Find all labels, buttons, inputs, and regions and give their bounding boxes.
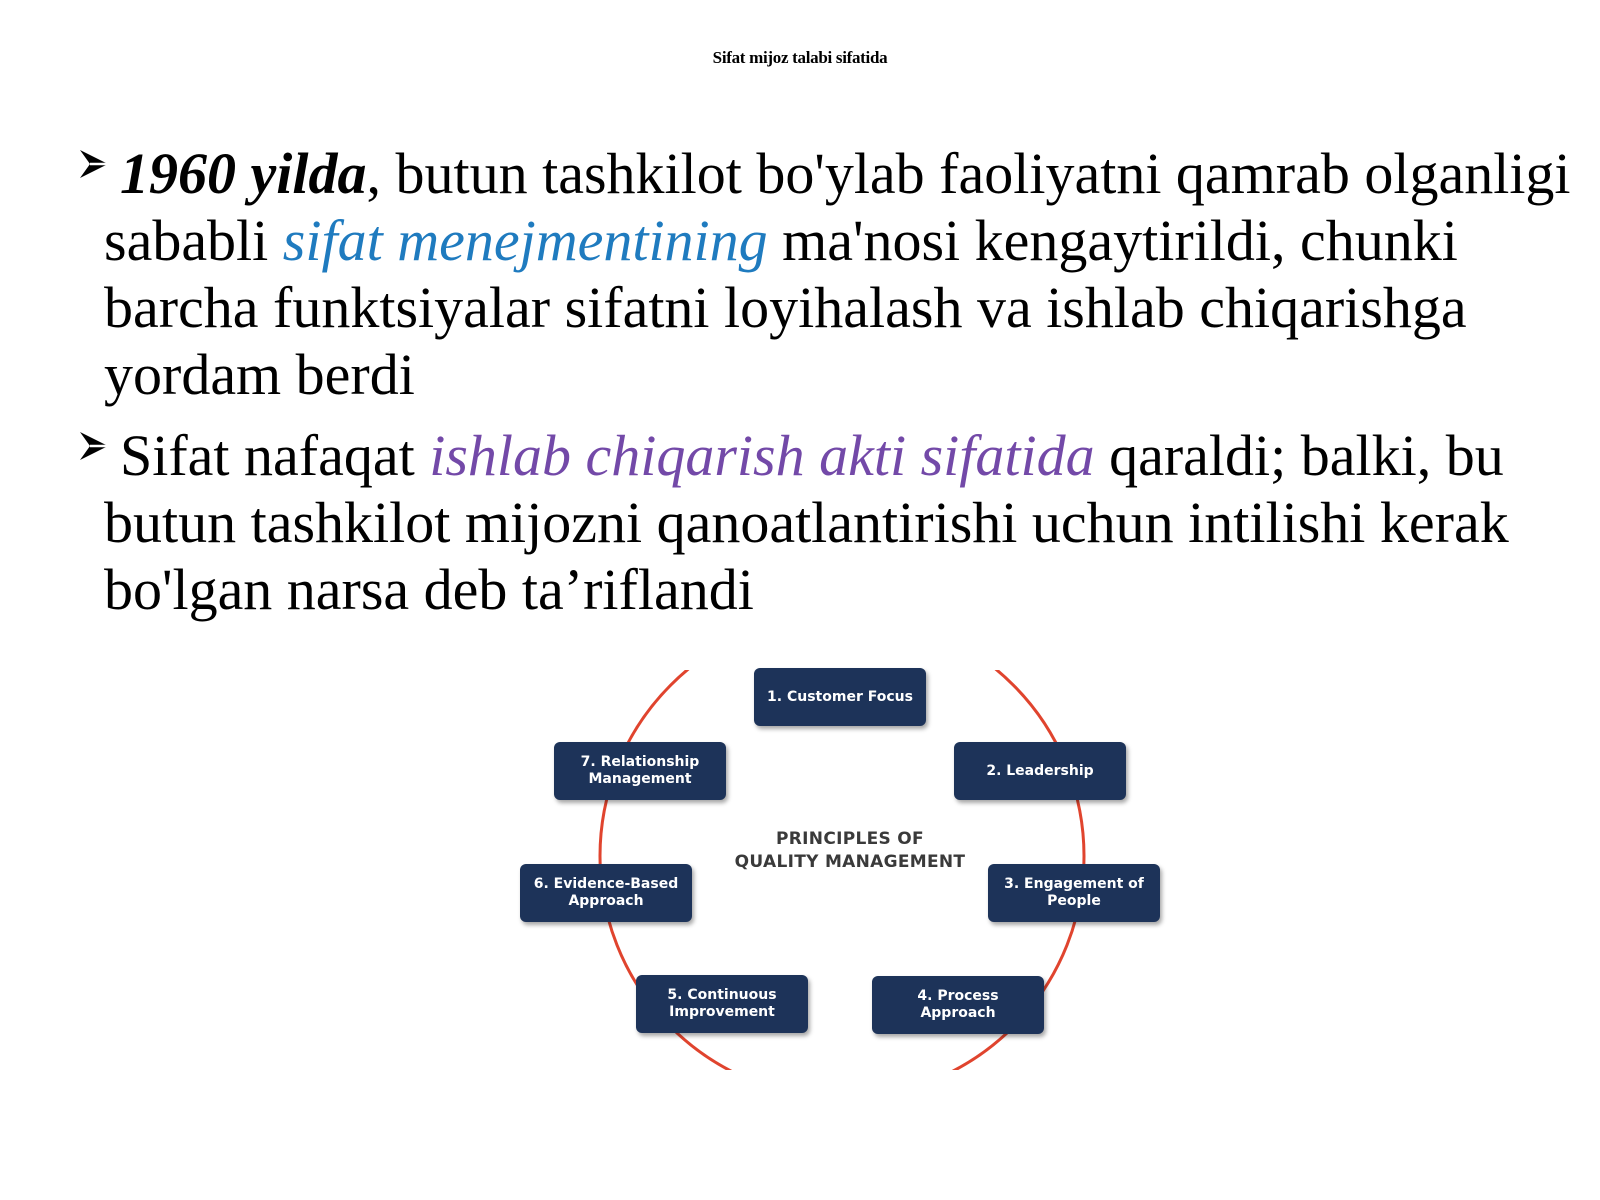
principle-process-approach: 4. Process Approach [872, 976, 1044, 1034]
bullet-2-text-end: qaraldi; balki, bu butun tashkilot mijozni qanoatlantirishi uchun intilishi kerak bo'lgan narsa deb ta’riflandi [104, 423, 1509, 622]
principle-relationship-management: 7. Relationship Management [554, 742, 726, 800]
arrowhead-bullet-icon [78, 146, 112, 186]
diagram-center-line-2: QUALITY MANAGEMENT [734, 852, 966, 872]
bullet-1-text-end: ma'nosi kengaytirildi, chunki barcha funktsiyalar sifatni loyihalash va ishlab chiqarishga yordam berdi [104, 208, 1467, 407]
bullet-1-year: 1960 yilda [120, 141, 367, 206]
principle-engagement-of-people: 3. Engagement of People [988, 864, 1160, 922]
arrowhead-bullet-icon [78, 428, 112, 468]
diagram-center-line-1: PRINCIPLES OF [776, 829, 924, 849]
bullet-item [78, 422, 1578, 623]
bullet-1-highlight: sifat menejmentining [282, 208, 768, 273]
principle-continuous-improvement: 5. Continuous Improvement [636, 975, 808, 1033]
bullet-item [78, 140, 1578, 408]
bullet-1-text: , butun tashkilot bo'ylab faoliyatni qamrab olganligi sababli [104, 141, 1571, 273]
bullet-2-highlight: ishlab chiqarish akti sifatida [429, 423, 1095, 488]
principle-customer-focus: 1. Customer Focus [754, 668, 926, 726]
quality-principles-diagram [520, 670, 1180, 1070]
slide-title: Sifat mijoz talabi sifatida [712, 48, 888, 67]
bullet-2-text: Sifat nafaqat [120, 423, 430, 488]
principle-leadership: 2. Leadership [954, 742, 1126, 800]
principle-evidence-based-approach: 6. Evidence-Based Approach [520, 864, 692, 922]
bullet-list [78, 140, 1578, 637]
diagram-center-title [680, 828, 1020, 874]
